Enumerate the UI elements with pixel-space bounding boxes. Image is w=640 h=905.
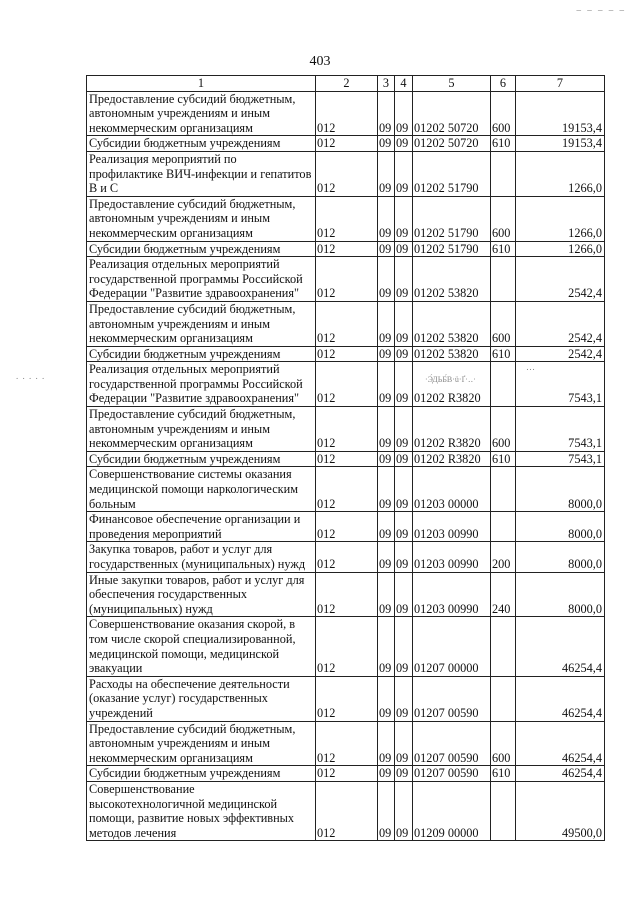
- row-description: Финансовое обеспечение организации и проведения мероприятий: [87, 512, 316, 542]
- cell-c4: 09: [395, 241, 413, 257]
- cell-c5: 01203 00990: [413, 572, 491, 617]
- cell-c2: 012: [316, 151, 378, 196]
- row-description: Предоставление субсидий бюджетным, автономным учреждениям и иным некоммерческим организациям: [87, 721, 316, 766]
- cell-c2: 012: [316, 781, 378, 840]
- cell-c7: 46254,4: [516, 721, 605, 766]
- table-row: [87, 301, 605, 346]
- cell-c2: 012: [316, 257, 378, 302]
- cell-c2: 012: [316, 451, 378, 467]
- cell-c6: [491, 362, 516, 407]
- row-description: Реализация отдельных мероприятий государственной программы Российской Федерации "Развитие здравоохранения": [87, 257, 316, 302]
- table-row: [87, 467, 605, 512]
- row-description: Предоставление субсидий бюджетным, автономным учреждениям и иным некоммерческим организациям: [87, 91, 316, 136]
- cell-c5: 01207 00590: [413, 676, 491, 721]
- row-description: Субсидии бюджетным учреждениям: [87, 766, 316, 782]
- row-description: Предоставление субсидий бюджетным, автономным учреждениям и иным некоммерческим организациям: [87, 407, 316, 452]
- cell-c3: 09: [378, 196, 395, 241]
- cell-c5: 01202 53820: [413, 301, 491, 346]
- table-row: [87, 617, 605, 676]
- cell-c5: 01202 R3820: [413, 362, 491, 407]
- table-row: [87, 542, 605, 572]
- row-description: Субсидии бюджетным учреждениям: [87, 451, 316, 467]
- cell-c3: 09: [378, 301, 395, 346]
- cell-c5: 01202 53820: [413, 346, 491, 362]
- cell-c6: 200: [491, 542, 516, 572]
- row-description: Субсидии бюджетным учреждениям: [87, 241, 316, 257]
- cell-c3: 09: [378, 512, 395, 542]
- cell-c3: 09: [378, 781, 395, 840]
- cell-c7: 7543,1: [516, 451, 605, 467]
- cell-c3: 09: [378, 721, 395, 766]
- cell-c3: 09: [378, 766, 395, 782]
- table-row: [87, 781, 605, 840]
- cell-c2: 012: [316, 407, 378, 452]
- cell-c2: 012: [316, 136, 378, 152]
- cell-c3: 09: [378, 451, 395, 467]
- cell-c7: 46254,4: [516, 617, 605, 676]
- col-header-1: 1: [87, 76, 316, 92]
- cell-c7: 1266,0: [516, 241, 605, 257]
- col-header-6: 6: [491, 76, 516, 92]
- cell-c3: 09: [378, 91, 395, 136]
- cell-c2: 012: [316, 721, 378, 766]
- cell-c6: 600: [491, 91, 516, 136]
- cell-c5: 01202 51790: [413, 151, 491, 196]
- cell-c6: 610: [491, 451, 516, 467]
- table-row: [87, 362, 605, 407]
- cell-c7: 1266,0: [516, 196, 605, 241]
- cell-c2: 012: [316, 301, 378, 346]
- cell-c4: 09: [395, 257, 413, 302]
- row-description: Иные закупки товаров, работ и услуг для обеспечения государственных (муниципальных) нужд: [87, 572, 316, 617]
- cell-c4: 09: [395, 676, 413, 721]
- cell-c7: 7543,1: [516, 362, 605, 407]
- cell-c5: 01207 00590: [413, 766, 491, 782]
- cell-c7: 1266,0: [516, 151, 605, 196]
- cell-c6: 600: [491, 301, 516, 346]
- table-row: [87, 196, 605, 241]
- table-row: [87, 346, 605, 362]
- cell-c2: 012: [316, 617, 378, 676]
- cell-c4: 09: [395, 721, 413, 766]
- row-description: Предоставление субсидий бюджетным, автономным учреждениям и иным некоммерческим организациям: [87, 196, 316, 241]
- cell-c2: 012: [316, 766, 378, 782]
- cell-c6: [491, 151, 516, 196]
- cell-c3: 09: [378, 346, 395, 362]
- cell-c4: 09: [395, 766, 413, 782]
- cell-c4: 09: [395, 301, 413, 346]
- cell-c7: 46254,4: [516, 766, 605, 782]
- cell-c6: 600: [491, 196, 516, 241]
- cell-c6: [491, 257, 516, 302]
- cell-c5: 01203 00000: [413, 467, 491, 512]
- row-description: Реализация отдельных мероприятий государственной программы Российской Федерации "Развитие здравоохранения": [87, 362, 316, 407]
- cell-c4: 09: [395, 451, 413, 467]
- cell-c4: 09: [395, 346, 413, 362]
- cell-c6: [491, 467, 516, 512]
- table-row: [87, 91, 605, 136]
- cell-c3: 09: [378, 572, 395, 617]
- margin-mark: . . . . .: [16, 371, 46, 381]
- cell-c4: 09: [395, 512, 413, 542]
- cell-c6: 610: [491, 136, 516, 152]
- cell-c5: 01202 R3820: [413, 451, 491, 467]
- cell-c7: 19153,4: [516, 91, 605, 136]
- cell-c4: 09: [395, 151, 413, 196]
- corner-mark: _ _ _ _ _: [576, 2, 626, 12]
- table-row: [87, 676, 605, 721]
- cell-c2: 012: [316, 512, 378, 542]
- cell-c2: 012: [316, 196, 378, 241]
- cell-c6: [491, 617, 516, 676]
- cell-c4: 09: [395, 196, 413, 241]
- cell-c4: 09: [395, 542, 413, 572]
- cell-c5: 01202 51790: [413, 196, 491, 241]
- row-description: Совершенствование высокотехнологичной медицинской помощи, развитие новых эффективных методов лечения: [87, 781, 316, 840]
- ellipsis-mark: …: [526, 362, 535, 372]
- cell-c6: [491, 781, 516, 840]
- cell-c6: 600: [491, 407, 516, 452]
- cell-c3: 09: [378, 617, 395, 676]
- cell-c5: 01202 53820: [413, 257, 491, 302]
- table-row: [87, 241, 605, 257]
- cell-c7: 46254,4: [516, 676, 605, 721]
- row-description: Совершенствование системы оказания медицинской помощи наркологическим больным: [87, 467, 316, 512]
- cell-c5: 01203 00990: [413, 512, 491, 542]
- cell-c5: 01202 51790: [413, 241, 491, 257]
- cell-c2: 012: [316, 542, 378, 572]
- cell-c5: 01209 00000: [413, 781, 491, 840]
- row-description: Расходы на обеспечение деятельности (оказание услуг) государственных учреждений: [87, 676, 316, 721]
- table-row: [87, 136, 605, 152]
- cell-c3: 09: [378, 257, 395, 302]
- cell-c6: [491, 676, 516, 721]
- cell-c7: 7543,1: [516, 407, 605, 452]
- cell-c3: 09: [378, 542, 395, 572]
- cell-c6: 610: [491, 346, 516, 362]
- cell-c6: 240: [491, 572, 516, 617]
- cell-c5: 01207 00590: [413, 721, 491, 766]
- cell-c3: 09: [378, 362, 395, 407]
- cell-c4: 09: [395, 572, 413, 617]
- row-description: Субсидии бюджетным учреждениям: [87, 136, 316, 152]
- col-header-7: 7: [516, 76, 605, 92]
- cell-c5: 01207 00000: [413, 617, 491, 676]
- cell-c2: 012: [316, 676, 378, 721]
- cell-c3: 09: [378, 467, 395, 512]
- cell-c4: 09: [395, 362, 413, 407]
- stamp-smudge: ·Э́ДЬБ́В·ü·Ґ·‥·: [425, 375, 476, 384]
- cell-c5: 01203 00990: [413, 542, 491, 572]
- cell-c2: 012: [316, 91, 378, 136]
- table-row: [87, 572, 605, 617]
- cell-c4: 09: [395, 136, 413, 152]
- cell-c6: 610: [491, 766, 516, 782]
- table-row: [87, 721, 605, 766]
- table-row: [87, 407, 605, 452]
- cell-c2: 012: [316, 572, 378, 617]
- cell-c2: 012: [316, 241, 378, 257]
- table-row: [87, 151, 605, 196]
- cell-c2: 012: [316, 467, 378, 512]
- cell-c7: 2542,4: [516, 257, 605, 302]
- table-row: [87, 451, 605, 467]
- row-description: Совершенствование оказания скорой, в том числе скорой специализированной, медицинской помощи, медицинской эвакуации: [87, 617, 316, 676]
- cell-c3: 09: [378, 136, 395, 152]
- cell-c7: 8000,0: [516, 467, 605, 512]
- cell-c3: 09: [378, 241, 395, 257]
- cell-c7: 8000,0: [516, 542, 605, 572]
- cell-c4: 09: [395, 781, 413, 840]
- cell-c4: 09: [395, 617, 413, 676]
- cell-c4: 09: [395, 91, 413, 136]
- col-header-4: 4: [395, 76, 413, 92]
- table-row: [87, 766, 605, 782]
- cell-c6: [491, 512, 516, 542]
- cell-c6: 610: [491, 241, 516, 257]
- cell-c3: 09: [378, 676, 395, 721]
- cell-c4: 09: [395, 407, 413, 452]
- cell-c7: 8000,0: [516, 572, 605, 617]
- cell-c7: 2542,4: [516, 301, 605, 346]
- row-description: Предоставление субсидий бюджетным, автономным учреждениям и иным некоммерческим организациям: [87, 301, 316, 346]
- header-row: [87, 76, 605, 92]
- row-description: Закупка товаров, работ и услуг для государственных (муниципальных) нужд: [87, 542, 316, 572]
- page-number: 403: [309, 54, 331, 69]
- cell-c3: 09: [378, 151, 395, 196]
- cell-c5: 01202 50720: [413, 136, 491, 152]
- cell-c7: 49500,0: [516, 781, 605, 840]
- cell-c7: 8000,0: [516, 512, 605, 542]
- budget-table: [86, 75, 605, 841]
- col-header-3: 3: [378, 76, 395, 92]
- row-description: Субсидии бюджетным учреждениям: [87, 346, 316, 362]
- cell-c3: 09: [378, 407, 395, 452]
- cell-c7: 2542,4: [516, 346, 605, 362]
- cell-c5: 01202 50720: [413, 91, 491, 136]
- cell-c7: 19153,4: [516, 136, 605, 152]
- cell-c2: 012: [316, 346, 378, 362]
- row-description: Реализация мероприятий по профилактике ВИЧ-инфекции и гепатитов В и С: [87, 151, 316, 196]
- table-row: [87, 257, 605, 302]
- cell-c2: 012: [316, 362, 378, 407]
- cell-c6: 600: [491, 721, 516, 766]
- table-row: [87, 512, 605, 542]
- col-header-2: 2: [316, 76, 378, 92]
- cell-c5: 01202 R3820: [413, 407, 491, 452]
- cell-c4: 09: [395, 467, 413, 512]
- col-header-5: 5: [413, 76, 491, 92]
